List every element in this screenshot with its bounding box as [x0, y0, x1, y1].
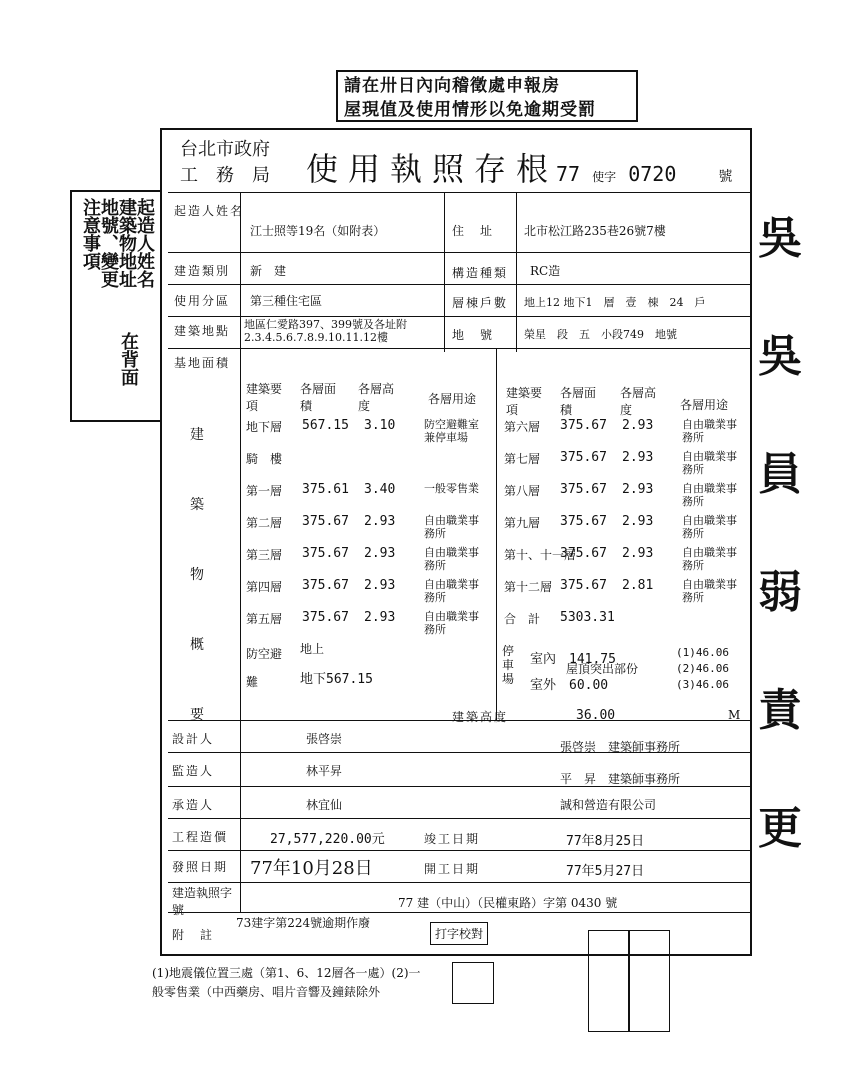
- cost-label: 工程造價: [172, 830, 229, 844]
- left-floor-area: 375.67: [302, 578, 349, 593]
- shelter-ground: 地上: [300, 642, 325, 656]
- structure-label: 構造種類: [452, 266, 509, 280]
- side-char: 責: [758, 685, 802, 736]
- rule: [516, 192, 517, 352]
- col-use-header-r: 各層用途: [680, 398, 729, 412]
- left-floor-use: 自由職業事務所: [424, 514, 479, 540]
- parking-outdoor: 室外 60.00: [530, 678, 609, 693]
- left-floor-use: 一般零售業: [424, 482, 479, 495]
- right-floor-area: 5303.31: [560, 610, 615, 625]
- rule: [168, 252, 752, 253]
- structure-value: RC造: [530, 264, 561, 278]
- left-floor-height: 2.93: [364, 610, 396, 625]
- col-height-header-r: 各層高度: [620, 386, 657, 417]
- left-floor-height: 2.93: [364, 514, 396, 529]
- roof-3: (3)46.06: [676, 678, 729, 691]
- right-floor-area: 375.67: [560, 578, 607, 593]
- applicant-value: 江士照等19名（如附表）: [250, 224, 386, 238]
- right-floor-floor: 第十、十一層: [504, 548, 577, 562]
- left-floor-use: 自由職業事務所: [424, 610, 479, 636]
- applicant-label: 起造人姓名: [174, 204, 245, 218]
- typist-label: 打字校對: [430, 922, 488, 945]
- left-floor-area: 375.67: [302, 546, 349, 561]
- right-floor-use: 自由職業事務所: [682, 514, 737, 540]
- build-type-value: 新 建: [250, 264, 287, 278]
- designer-label: 設計人: [172, 732, 215, 746]
- side-char: 員: [758, 449, 802, 500]
- rule: [168, 912, 752, 913]
- right-floor-area: 375.67: [560, 450, 607, 465]
- rule: [168, 882, 752, 883]
- issue-value: 77年10月28日: [250, 858, 373, 879]
- lot-label: 地 號: [452, 328, 495, 342]
- lot-value: 榮星 段 五 小段749 地號: [524, 328, 677, 341]
- right-floor-area: 375.67: [560, 482, 607, 497]
- supervisor-name: 林平昇: [306, 764, 343, 778]
- seal-stamp: [588, 930, 630, 1032]
- left-floor-area: 375.61: [302, 482, 349, 497]
- note-col2: 建築物地址: [116, 198, 137, 288]
- rule: [496, 348, 497, 720]
- left-floor-floor: 第四層: [246, 580, 283, 594]
- right-floor-floor: 合 計: [504, 612, 541, 626]
- contractor-label: 承造人: [172, 798, 215, 812]
- reminder-line2: 屋現值及使用情形以免逾期受罰: [344, 100, 596, 120]
- right-floor-use: 自由職業事務所: [682, 450, 737, 476]
- left-note-box: [70, 190, 162, 422]
- left-floor-floor: 騎 樓: [246, 452, 283, 466]
- agency-line2: 工 務 局: [180, 165, 270, 186]
- rule: [444, 192, 445, 352]
- side-char: 弱: [758, 567, 802, 618]
- right-floor-area: 375.67: [560, 546, 607, 561]
- permit-number: [556, 162, 732, 186]
- rule: [168, 348, 752, 349]
- right-floor-use: 自由職業事務所: [682, 482, 737, 508]
- remark-value: 73建字第224號逾期作廢: [236, 916, 371, 930]
- build-type-label: 建造類別: [174, 264, 231, 278]
- rule: [168, 192, 752, 193]
- use-zone-value: 第三種住宅區: [250, 294, 323, 308]
- right-floor-height: 2.93: [622, 546, 654, 561]
- col-area-header-r: 各層面積: [560, 386, 597, 417]
- rule: [168, 850, 752, 851]
- left-floor-use: 自由職業事務所: [424, 546, 479, 572]
- left-floor-use: 自由職業事務所: [424, 578, 479, 604]
- rule: [168, 284, 752, 285]
- address-label: 住 址: [452, 224, 495, 238]
- right-floor-area: 375.67: [560, 514, 607, 529]
- right-floor-floor: 第八層: [504, 484, 541, 498]
- height-unit: M: [728, 708, 741, 722]
- right-floor-floor: 第十二層: [504, 580, 553, 594]
- reminder-line1: 請在卅日內向稽徵處申報房: [344, 76, 560, 96]
- contractor-firm: 誠和營造有限公司: [560, 798, 657, 812]
- right-floor-height: 2.93: [622, 514, 654, 529]
- cost-value: 27,577,220.00元: [270, 832, 385, 847]
- rule: [168, 316, 752, 317]
- building-summary-label: 建築物概要: [190, 427, 204, 723]
- remark-label: 附 註: [172, 928, 215, 942]
- use-zone-label: 使用分區: [174, 294, 231, 308]
- parking-label: 停車場: [502, 644, 515, 686]
- left-floor-floor: 第五層: [246, 612, 283, 626]
- left-floor-floor: 地下層: [246, 420, 283, 434]
- col-height-header: 各層高度: [358, 382, 395, 413]
- col-item-header: 建築要項: [246, 382, 283, 413]
- issue-label: 發照日期: [172, 860, 229, 874]
- contractor-name: 林宜仙: [306, 798, 343, 812]
- permit-suffix: 號: [718, 169, 733, 185]
- height-label: 建築高度: [452, 710, 509, 724]
- rule: [240, 192, 241, 912]
- address-value: 北市松江路235巷26號7樓: [524, 224, 666, 238]
- col-use-header: 各層用途: [428, 392, 477, 406]
- agency-name: [180, 135, 270, 187]
- site-label: 建築地點: [174, 324, 231, 338]
- permit-no-value: 77 建（中山）（民權東路）字第 0430 號: [398, 896, 618, 910]
- left-floor-area: 567.15: [302, 418, 349, 433]
- left-floor-height: 3.40: [364, 482, 396, 497]
- agency-line1: 台北市政府: [180, 139, 270, 160]
- permit-year: 77: [556, 162, 581, 186]
- finish-value: 77年8月25日: [566, 834, 645, 849]
- right-floor-use: 自由職業事務所: [682, 418, 737, 444]
- bottom-note: (1)地震儀位置三處（第1、6、12層各一處）(2)一般零售業（中西藥房、唱片音響及鐘錶除外: [152, 966, 421, 999]
- designer-office: 張啓崇 建築師事務所: [560, 740, 681, 754]
- side-char: 吳: [758, 331, 802, 382]
- side-stamp-column: [758, 180, 828, 888]
- col-area-header: 各層面積: [300, 382, 337, 413]
- supervisor-office: 平 昇 建築師事務所: [560, 772, 681, 786]
- shelter-under: 地下567.15: [300, 672, 373, 687]
- right-floor-floor: 第六層: [504, 420, 541, 434]
- note-col1: 起造人姓名: [134, 198, 155, 288]
- seal-stamp: [628, 930, 670, 1032]
- right-floor-use: 自由職業事務所: [682, 578, 737, 604]
- permit-prefix: 使字: [592, 170, 617, 184]
- form-title: 使用執照存根: [306, 150, 559, 188]
- start-label: 開工日期: [424, 862, 481, 876]
- left-floor-area: 375.67: [302, 514, 349, 529]
- floors-label: 層棟戶數: [452, 296, 509, 310]
- side-char: 更: [758, 803, 802, 854]
- note-col3: 地號、變更: [98, 198, 119, 288]
- roof-label: 屋頂突出部份: [566, 662, 639, 676]
- right-floor-height: 2.81: [622, 578, 654, 593]
- finish-label: 竣工日期: [424, 832, 481, 846]
- shelter-label: 防空避難: [246, 647, 283, 689]
- right-floor-floor: 第七層: [504, 452, 541, 466]
- seal-stamp: [452, 962, 494, 1004]
- start-value: 77年5月27日: [566, 864, 645, 879]
- right-floor-height: 2.93: [622, 482, 654, 497]
- base-area-label: 基地面積: [174, 356, 231, 370]
- height-value: 36.00: [576, 708, 616, 723]
- rule: [168, 818, 752, 819]
- right-floor-use: 自由職業事務所: [682, 546, 737, 572]
- roof-1: (1)46.06: [676, 646, 729, 659]
- reminder-stamp: [336, 70, 638, 122]
- left-floor-height: 2.93: [364, 578, 396, 593]
- left-floor-use: 防空避難室兼停車場: [424, 418, 479, 444]
- roof-2: (2)46.06: [676, 662, 729, 675]
- right-floor-floor: 第九層: [504, 516, 541, 530]
- right-floor-area: 375.67: [560, 418, 607, 433]
- note-col4: 注意事項: [80, 198, 101, 270]
- supervisor-label: 監造人: [172, 764, 215, 778]
- left-floor-area: 375.67: [302, 610, 349, 625]
- left-floor-height: 2.93: [364, 546, 396, 561]
- left-floor-floor: 第二層: [246, 516, 283, 530]
- parking-indoor: 室內 141.75: [530, 652, 616, 667]
- left-floor-floor: 第三層: [246, 548, 283, 562]
- floors-value: 地上12 地下1 層 壹 棟 24 戶: [524, 296, 706, 309]
- note-col5: 在背面: [118, 332, 139, 386]
- right-floor-height: 2.93: [622, 418, 654, 433]
- permit-no-label: 建造執照字號: [172, 886, 233, 917]
- site-value: 地區仁愛路397、399號及各址附2.3.4.5.6.7.8.9.10.11.12樓: [244, 318, 407, 344]
- col-item-header-r: 建築要項: [506, 386, 543, 417]
- right-floor-height: 2.93: [622, 450, 654, 465]
- side-char: 吳: [758, 213, 802, 264]
- left-floor-height: 3.10: [364, 418, 396, 433]
- designer-name: 張啓崇: [306, 732, 343, 746]
- left-floor-floor: 第一層: [246, 484, 283, 498]
- permit-serial: 0720: [628, 162, 677, 186]
